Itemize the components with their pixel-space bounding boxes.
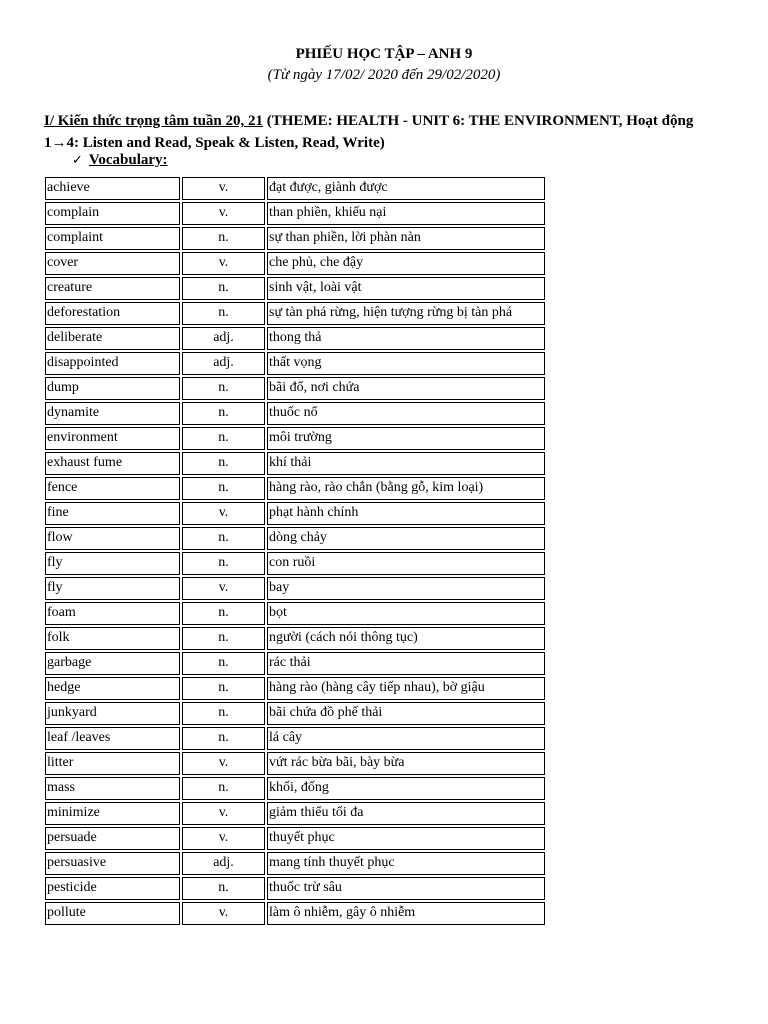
vocab-part-of-speech: n. xyxy=(182,877,265,900)
section-heading-prefix: I/ Kiến thức trọng tâm tuần 20, 21 xyxy=(44,113,264,129)
vocab-meaning: sự than phiền, lời phàn nàn xyxy=(267,227,545,250)
table-row xyxy=(45,177,545,200)
vocab-part-of-speech: v. xyxy=(182,827,265,850)
vocab-part-of-speech: n. xyxy=(182,702,265,725)
vocab-word: cover xyxy=(45,252,180,275)
vocab-word: junkyard xyxy=(45,702,180,725)
section-heading xyxy=(44,110,724,154)
vocab-part-of-speech: n. xyxy=(182,627,265,650)
vocab-word: pesticide xyxy=(45,877,180,900)
vocab-meaning: khối, đống xyxy=(267,777,545,800)
vocab-meaning: sự tàn phá rừng, hiện tượng rừng bị tàn phá xyxy=(267,302,545,325)
vocab-part-of-speech: n. xyxy=(182,227,265,250)
vocab-part-of-speech: n. xyxy=(182,602,265,625)
vocab-part-of-speech: n. xyxy=(182,652,265,675)
vocab-part-of-speech: v. xyxy=(182,252,265,275)
vocab-meaning: đạt được, giành được xyxy=(267,177,545,200)
vocab-word: persuasive xyxy=(45,852,180,875)
vocab-meaning: con ruồi xyxy=(267,552,545,575)
checkmark-icon: ✓ xyxy=(72,153,83,168)
vocab-meaning: thuốc nổ xyxy=(267,402,545,425)
vocab-part-of-speech: n. xyxy=(182,677,265,700)
vocabulary-table-body xyxy=(45,177,545,925)
table-row xyxy=(45,252,545,275)
vocab-word: garbage xyxy=(45,652,180,675)
vocab-meaning: bãi đổ, nơi chứa xyxy=(267,377,545,400)
vocab-meaning: thong thả xyxy=(267,327,545,350)
vocab-meaning: rác thải xyxy=(267,652,545,675)
worksheet-title: PHIẾU HỌC TẬP – ANH 9 xyxy=(295,46,473,62)
vocab-part-of-speech: n. xyxy=(182,402,265,425)
table-row xyxy=(45,602,545,625)
section-heading-rest: (THEME: HEALTH - UNIT 6: THE ENVIRONMENT, Hoạt động 1→4: Listen and Read, Speak & Listen, Read, Write) xyxy=(44,113,694,151)
vocab-meaning: vứt rác bừa bãi, bày bừa xyxy=(267,752,545,775)
vocab-part-of-speech: n. xyxy=(182,277,265,300)
table-row xyxy=(45,702,545,725)
vocab-meaning: bọt xyxy=(267,602,545,625)
vocabulary-table xyxy=(43,175,547,927)
vocab-meaning: mang tính thuyết phục xyxy=(267,852,545,875)
table-row xyxy=(45,527,545,550)
vocab-part-of-speech: n. xyxy=(182,777,265,800)
table-row xyxy=(45,502,545,525)
vocab-word: folk xyxy=(45,627,180,650)
vocab-meaning: giảm thiểu tối đa xyxy=(267,802,545,825)
vocab-part-of-speech: n. xyxy=(182,477,265,500)
table-row xyxy=(45,677,545,700)
table-row xyxy=(45,652,545,675)
table-row xyxy=(45,427,545,450)
vocab-word: exhaust fume xyxy=(45,452,180,475)
table-row xyxy=(45,627,545,650)
table-row xyxy=(45,202,545,225)
vocab-meaning: khí thải xyxy=(267,452,545,475)
vocab-word: pollute xyxy=(45,902,180,925)
vocab-meaning: thuyết phục xyxy=(267,827,545,850)
vocab-part-of-speech: adj. xyxy=(182,352,265,375)
vocab-meaning: thuốc trừ sâu xyxy=(267,877,545,900)
vocab-meaning: hàng rào (hàng cây tiếp nhau), bờ giậu xyxy=(267,677,545,700)
vocab-part-of-speech: n. xyxy=(182,427,265,450)
vocab-word: hedge xyxy=(45,677,180,700)
vocab-word: leaf /leaves xyxy=(45,727,180,750)
vocab-word: litter xyxy=(45,752,180,775)
table-row xyxy=(45,852,545,875)
vocab-meaning: che phủ, che đậy xyxy=(267,252,545,275)
table-row xyxy=(45,902,545,925)
vocab-meaning: dòng chảy xyxy=(267,527,545,550)
vocab-meaning: bãi chứa đồ phế thải xyxy=(267,702,545,725)
vocab-meaning: người (cách nói thông tục) xyxy=(267,627,545,650)
vocab-word: fly xyxy=(45,577,180,600)
vocab-meaning: thất vọng xyxy=(267,352,545,375)
vocab-part-of-speech: adj. xyxy=(182,327,265,350)
vocab-part-of-speech: adj. xyxy=(182,852,265,875)
vocab-word: mass xyxy=(45,777,180,800)
table-row xyxy=(45,227,545,250)
vocab-part-of-speech: n. xyxy=(182,527,265,550)
table-row xyxy=(45,777,545,800)
vocab-word: environment xyxy=(45,427,180,450)
vocab-word: achieve xyxy=(45,177,180,200)
table-row xyxy=(45,552,545,575)
vocab-word: deforestation xyxy=(45,302,180,325)
vocab-word: fine xyxy=(45,502,180,525)
vocabulary-label xyxy=(72,152,168,169)
table-row xyxy=(45,577,545,600)
vocab-word: persuade xyxy=(45,827,180,850)
vocab-word: dump xyxy=(45,377,180,400)
vocab-part-of-speech: n. xyxy=(182,377,265,400)
vocab-part-of-speech: n. xyxy=(182,302,265,325)
vocab-word: foam xyxy=(45,602,180,625)
vocab-meaning: làm ô nhiễm, gây ô nhiễm xyxy=(267,902,545,925)
vocab-part-of-speech: v. xyxy=(182,802,265,825)
vocab-word: complain xyxy=(45,202,180,225)
vocab-part-of-speech: v. xyxy=(182,202,265,225)
vocab-meaning: than phiền, khiếu nại xyxy=(267,202,545,225)
vocab-part-of-speech: v. xyxy=(182,577,265,600)
vocab-meaning: hàng rào, rào chắn (bằng gỗ, kim loại) xyxy=(267,477,545,500)
vocab-word: creature xyxy=(45,277,180,300)
vocab-part-of-speech: v. xyxy=(182,502,265,525)
vocab-meaning: lá cây xyxy=(267,727,545,750)
vocab-part-of-speech: n. xyxy=(182,552,265,575)
vocab-word: minimize xyxy=(45,802,180,825)
table-row xyxy=(45,452,545,475)
vocab-word: complaint xyxy=(45,227,180,250)
vocab-part-of-speech: v. xyxy=(182,752,265,775)
vocab-word: disappointed xyxy=(45,352,180,375)
table-row xyxy=(45,877,545,900)
vocab-meaning: phạt hành chính xyxy=(267,502,545,525)
vocabulary-label-text: Vocabulary: xyxy=(88,152,168,168)
vocab-part-of-speech: v. xyxy=(182,177,265,200)
vocab-part-of-speech: n. xyxy=(182,727,265,750)
vocab-word: fly xyxy=(45,552,180,575)
table-row xyxy=(45,352,545,375)
vocab-meaning: bay xyxy=(267,577,545,600)
table-row xyxy=(45,827,545,850)
table-row xyxy=(45,377,545,400)
table-row xyxy=(45,302,545,325)
vocab-word: deliberate xyxy=(45,327,180,350)
table-row xyxy=(45,802,545,825)
date-range: (Từ ngày 17/02/ 2020 đến 29/02/2020) xyxy=(267,67,501,83)
vocab-meaning: sinh vật, loài vật xyxy=(267,277,545,300)
table-row xyxy=(45,402,545,425)
vocab-meaning: môi trường xyxy=(267,427,545,450)
vocab-part-of-speech: v. xyxy=(182,902,265,925)
vocab-word: flow xyxy=(45,527,180,550)
table-row xyxy=(45,327,545,350)
vocab-part-of-speech: n. xyxy=(182,452,265,475)
table-row xyxy=(45,277,545,300)
vocab-word: fence xyxy=(45,477,180,500)
table-row xyxy=(45,752,545,775)
table-row xyxy=(45,727,545,750)
table-row xyxy=(45,477,545,500)
vocab-word: dynamite xyxy=(45,402,180,425)
